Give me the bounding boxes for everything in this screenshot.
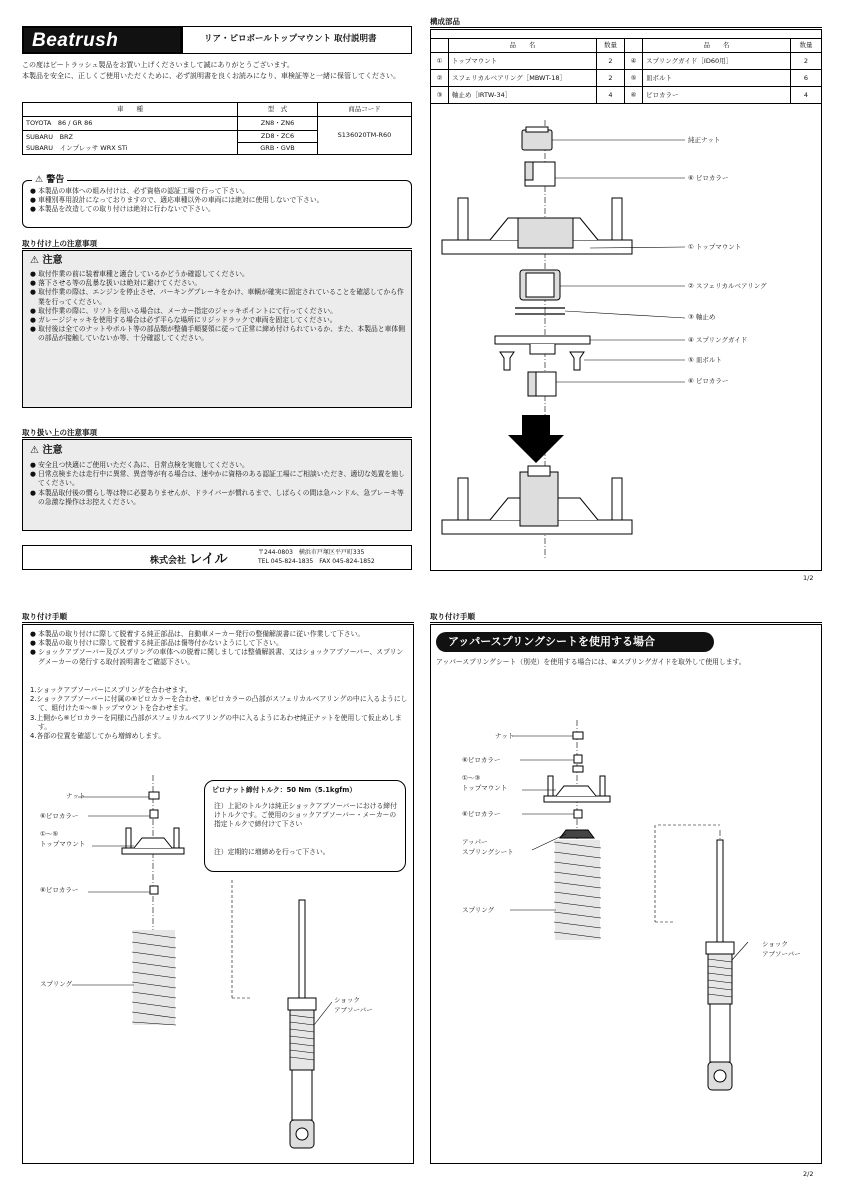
install-steps [30, 686, 408, 741]
product-code: S136020TM-R60 [318, 117, 412, 155]
step-item: 3.上側から⑥ピロカラーを同様に凸部がスフェリカルベアリングの中に入るようにあわせ純正ナットを使用して仮止めします。 [30, 713, 402, 731]
doc-title: リア・ピロボールトップマウント 取付説明書 [204, 34, 377, 44]
bullet-item: ● 本製品の取り付けに際して脱着する純正部品は、自動車メーカー発行の整備解説書に従い作業して下さい。 [30, 630, 365, 638]
step-item: 4.各部の位置を確認してから増締めします。 [30, 731, 166, 740]
label-pillow-collar-2: ⑥ピロカラー [462, 810, 501, 818]
part-qty: 2 [597, 70, 625, 87]
spring-guide-part [495, 336, 590, 354]
warning-title-wrap [32, 174, 67, 186]
part-qty: 2 [597, 53, 625, 70]
shock-absorber-part [288, 900, 316, 1148]
divider [22, 622, 414, 623]
part-qty: 4 [791, 87, 822, 104]
label-top-mount: トップマウント [462, 784, 508, 792]
part-no: ② [431, 70, 449, 87]
part-qty: 2 [791, 53, 822, 70]
part-qty: 4 [597, 87, 625, 104]
col-name: 品 名 [643, 39, 791, 53]
vehicle-model: SUBARU BRZ [26, 132, 73, 141]
label-spring-guide: ④ スプリングガイド [688, 336, 748, 344]
caution-icon: ⚠ [30, 445, 39, 456]
warning-title: 警告 [46, 175, 65, 185]
install-diagram-right [430, 710, 822, 1160]
intro-text: この度はビートラッシュ製品をお買い上げくださいまして誠にありがとうございます。 本製品を安全に、正しくご使用いただくために、必ず説明書を良くお読みになり、車検証等と一緒に保管してください。 [22, 61, 400, 80]
label-pillow-collar: ⑥ピロカラー [40, 812, 79, 820]
note-item: ● 取付後は全てのナットやボルト等の部品類が整備手順要領に従って正常に締め付けられているか、また、本製品と車体側の部品が接触していないか等、十分確認してください。 [30, 325, 405, 343]
divider [430, 622, 822, 623]
part-no: ③ [431, 87, 449, 104]
note-item: ● 日常点検または走行中に異常、異音等が有る場合は、速やかに資格のある認証工場にご相談いただき、適切な処置を施してください。 [30, 470, 405, 488]
snap-ring-part [515, 308, 565, 314]
install-notes-list [30, 270, 408, 343]
vehicle-model: TOYOTA 86 / GR 86 [23, 117, 238, 131]
caution-title-wrap [30, 254, 62, 268]
part-name: トップマウント [449, 53, 597, 70]
label-parts-range: ①～⑤ [40, 830, 59, 838]
vehicle-table [22, 102, 412, 155]
company-address: 〒244-0803 横浜市戸塚区平戸町335 [258, 549, 365, 556]
note-item: ● 取付作業の際に、リフトを用いる場合は、メーカー指定のジャッキポイントにて行ってください。 [30, 306, 337, 315]
assembled-top-mount [442, 466, 632, 534]
logo: Beatrush [32, 30, 119, 51]
label-shock: ショック [334, 996, 360, 1004]
countersunk-bolt-part [500, 352, 584, 370]
label-shock: ショック [762, 940, 788, 948]
label-spring-seat: スプリングシート [462, 848, 514, 856]
label-pillow-collar: ⑥ ピロカラー [688, 174, 729, 182]
col-qty: 数量 [791, 39, 822, 53]
shock-absorber-part [706, 840, 734, 1090]
label-countersunk-bolt: ⑤ 皿ボルト [688, 356, 722, 364]
note-item: ● ガレージジャッキを使用する場合は必ず平らな場所にリジッドラックで車両を固定してください。 [30, 315, 337, 324]
divider [22, 437, 412, 438]
note-item: ● 落下させる等の乱暴な扱いは絶対に避けてください。 [30, 279, 202, 288]
install-notes-heading: 取り付け上の注意事項 [22, 239, 97, 248]
part-name: 皿ボルト [643, 70, 791, 87]
note-item: ● 本製品取付後の慣らし等は特に必要ありませんが、ドライバーが慣れるまで、しばらくの間は急ハンドル、急ブレーキ等の急激な操作はお控えください。 [30, 488, 404, 506]
company-name: 株式会社 レイル [150, 552, 228, 567]
page-number: 1/2 [803, 574, 814, 582]
part-qty: 6 [791, 70, 822, 87]
vehicle-type: GRB・GVB [238, 143, 318, 155]
warning-item: ● 車種別専用設計になっておりますので、適応車種以外の車両には絶対に使用しないで下さい。 [30, 196, 324, 205]
vehicle-type: ZD8・ZC6 [238, 131, 318, 143]
upper-seat-banner: アッパースプリングシートを使用する場合 [436, 632, 714, 652]
divider [22, 248, 412, 249]
bullet-item: ● 本製品の取り付けに際して脱着する純正部品は傷等付かないようにして下さい。 [30, 639, 283, 648]
handling-notes-list [30, 461, 408, 507]
vehicle-type: ZN8・ZN6 [238, 117, 318, 131]
part-no: ④ [625, 53, 643, 70]
note-item: ● 安全且つ快適にご使用いただく為に、日常点検を実施してください。 [30, 461, 249, 469]
label-pillow-collar-2: ⑥ピロカラー [40, 886, 79, 894]
install-diagram-left [22, 770, 414, 1160]
parts-table [430, 38, 822, 104]
upper-seat-text: アッパースプリングシート（別売）を使用する場合には、④スプリングガイドを取外して使用します。 [436, 658, 746, 666]
handling-notes-heading: 取り扱い上の注意事項 [22, 428, 97, 437]
col-type: 型 式 [238, 103, 318, 117]
step-item: 1.ショックアブソーバーにスプリングを合わせます。 [30, 686, 192, 694]
label-top-mount: トップマウント [40, 840, 86, 848]
warning-item: ● 本製品を改造しての取り付けは絶対に行わないで下さい。 [30, 205, 215, 214]
upper-seat-heading: 取り付け手順 [430, 612, 475, 621]
label-spherical-bearing: ② スフェリカルベアリング [688, 282, 767, 290]
torque-note: 注）上記のトルクは純正ショックアブソーバーにおける締付けトルクです。ご使用のショックアブソーバー・メーカーの指定トルクで締付けて下さい [214, 802, 397, 829]
caution-title: 注意 [42, 445, 63, 456]
caution-title-wrap [30, 444, 62, 458]
label-nut: ナット [495, 732, 515, 740]
page-number: 2/2 [803, 1170, 814, 1178]
caution-icon: ⚠ [30, 255, 39, 266]
pillow-collar-part [528, 372, 556, 396]
label-parts-range: ①～③ [462, 774, 481, 782]
top-mount-part [442, 198, 632, 254]
label-upper: アッパー [462, 838, 488, 846]
part-no: ⑤ [625, 70, 643, 87]
caution-title: 注意 [42, 255, 63, 266]
warning-item: ● 本製品の車体への組み付けは、必ず資格の認証工場で行って下さい。 [30, 187, 249, 195]
torque-title: ピロナット締付トルク：50 Nm（5.1kgfm） [212, 786, 357, 794]
install-steps-heading: 取り付け手順 [22, 612, 67, 621]
label-absorber: アブソーバー [762, 950, 801, 958]
part-name: スプリングガイド［ID60用］ [643, 53, 791, 70]
note-item: ● 取付作業の前に装着車種と適合しているかどうか確認してください。 [30, 270, 249, 278]
label-absorber: アブソーバー [334, 1006, 373, 1014]
company-phone: TEL 045-824-1835 FAX 045-824-1852 [258, 558, 375, 565]
label-genuine-nut: 純正ナット [688, 136, 721, 144]
part-name: ピロカラー [643, 87, 791, 104]
torque-note: 注）定期的に増締めを行って下さい。 [214, 848, 330, 856]
label-spring: スプリング [40, 980, 73, 988]
warning-list [30, 187, 405, 215]
vehicle-model: SUBARU インプレッサ WRX STi [26, 143, 128, 152]
col-name: 品 名 [449, 39, 597, 53]
install-bullets [30, 630, 408, 667]
part-no: ⑥ [625, 87, 643, 104]
step-item: 2.ショックアブソーバーに付属の⑥ピロカラーを合わせ、⑥ピロカラーの凸部がスフェリカルベアリングの中に入るようにして、組付けた①～⑤トップマウントを合わせます。 [30, 695, 408, 713]
company-brand: レイル [189, 552, 228, 567]
label-pillow-collar: ⑥ピロカラー [462, 756, 501, 764]
upper-spring-seat-part [560, 830, 594, 838]
label-spring: スプリング [462, 906, 495, 914]
label-snap-ring: ③ 軸止め [688, 313, 716, 321]
part-no: ① [431, 53, 449, 70]
warning-icon: ⚠ [35, 175, 44, 185]
exploded-parts-diagram [430, 100, 822, 570]
part-name: スフェリカルベアリング［MBWT-18］ [449, 70, 597, 87]
label-nut: ナット [66, 792, 86, 800]
col-vehicle: 車 種 [23, 103, 238, 117]
divider [430, 27, 822, 28]
label-top-mount: ① トップマウント [688, 243, 742, 251]
col-qty: 数量 [597, 39, 625, 53]
spring-part [554, 840, 601, 940]
note-item: ● 取付作業の際は、エンジンを停止させ、パーキングブレーキをかけ、車輌が確実に固定されていることを確認してから作業を行ってください。 [30, 288, 404, 306]
spherical-bearing-part [520, 270, 560, 300]
col-code: 商品コード [318, 103, 412, 117]
pillow-collar-part [525, 162, 555, 186]
parts-heading: 構成部品 [430, 17, 460, 26]
part-name: 軸止め［IRTW-34］ [449, 87, 597, 104]
spring-part [132, 930, 176, 1025]
down-arrow-icon [508, 415, 564, 463]
bullet-item: ● ショックアブソーバー及びスプリングの車体への脱着に関しましては整備解説書、又はショックアブソーバー、スプリングメーカーの発行する取付説明書をご確認下さい。 [30, 648, 404, 666]
label-pillow-collar-2: ⑥ ピロカラー [688, 377, 729, 385]
nut-part [522, 127, 552, 150]
